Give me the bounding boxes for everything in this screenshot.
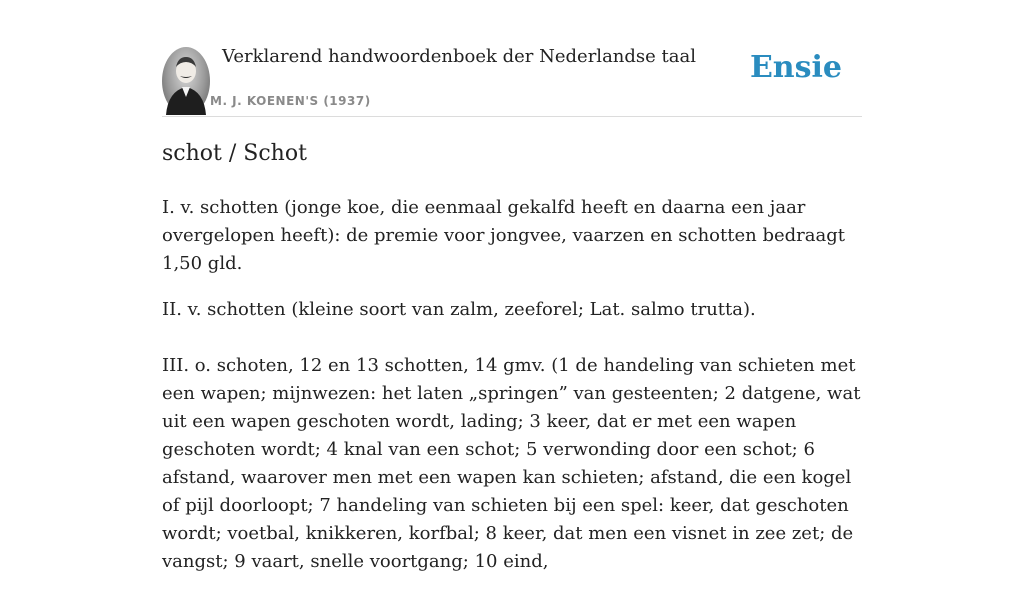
definition-2: II. v. schotten (kleine soort van zalm, zeeforel; Lat. salmo trutta). — [162, 299, 756, 320]
entry-content — [162, 138, 862, 594]
entry-title: schot / Schot — [162, 141, 307, 166]
definition-1: I. v. schotten (jonge koe, die eenmaal gekalfd heeft en daarna een jaar overgelopen heeft): de premie voor jongvee, vaarzen en schotten bedraagt 1,50 gld. — [162, 197, 845, 274]
author-portrait — [162, 47, 210, 115]
brand-logo[interactable]: Ensie — [749, 50, 842, 85]
definition-3: III. o. schoten, 12 en 13 schotten, 14 gmv. (1 de handeling van schieten met een wapen; mijnwezen: het laten „springen” van gesteenten; 2 datgene, wat uit een wapen geschoten wordt, lading; 3 keer, dat er met een wapen geschoten wordt; 4 knal van een schot; 5 verwonding door een schot; 6 afstand, waarover men met een wapen kan schieten; afstand, die een kogel of pijl doorloopt; 7 handeling van schieten bij een spel: keer, dat geschoten wordt; voetbal, knikkeren, korfbal; 8 keer, dat men een visnet in zee zet; de vangst; 9 vaart, snelle voortgang; 10 eind, — [162, 355, 861, 572]
site-header — [162, 46, 862, 117]
book-title: Verklarend handwoordenboek der Nederlandse taal — [222, 46, 696, 67]
book-author: M. J. KOENEN'S (1937) — [210, 94, 371, 108]
